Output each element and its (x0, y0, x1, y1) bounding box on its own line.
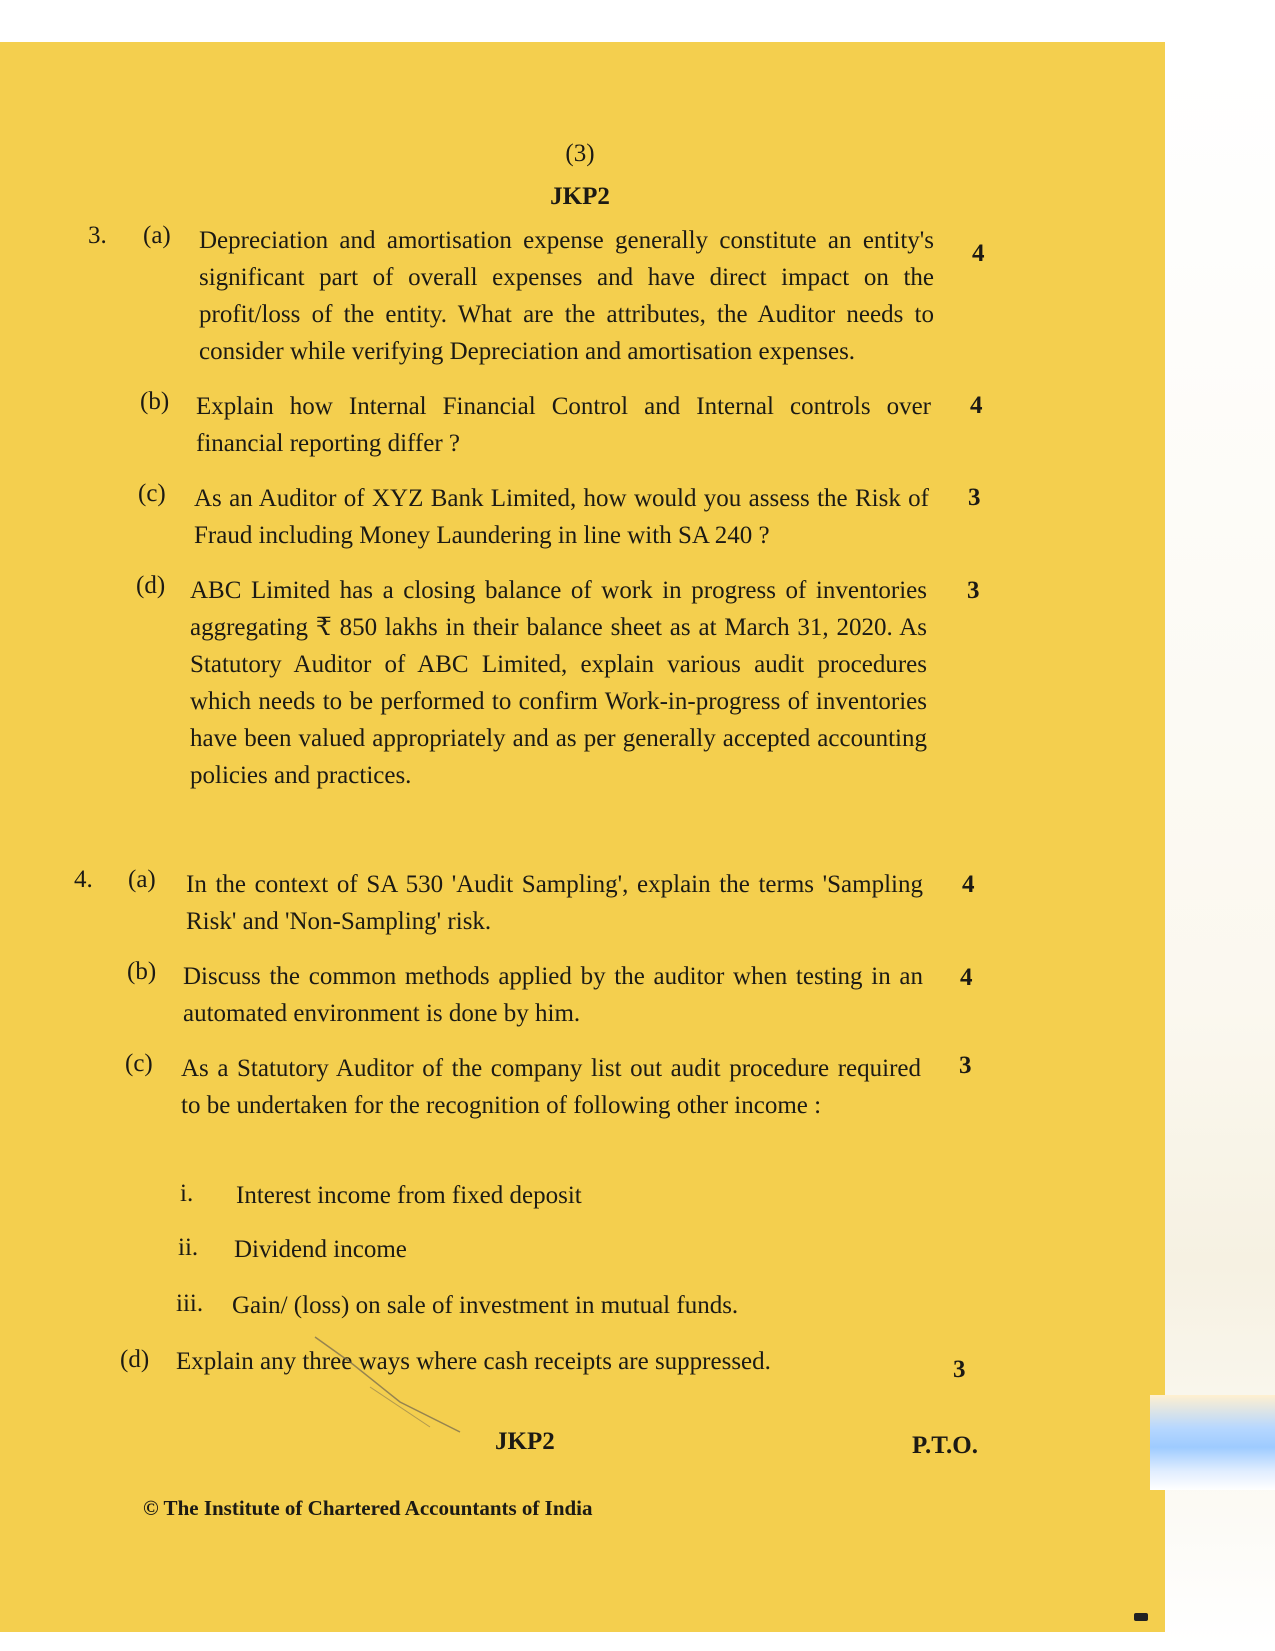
marks: 3 (967, 577, 980, 604)
question-text: In the context of SA 530 'Audit Sampling', explain the terms 'Sampling Risk' and 'Non-Sampling' risk. (186, 871, 923, 935)
sub-item-label: iii. (176, 1290, 204, 1317)
question-number: 3. (88, 222, 107, 249)
marks: 4 (970, 392, 983, 419)
part-label: (c) (138, 480, 166, 507)
sub-item-text: Dividend income (234, 1236, 407, 1263)
scan-speck (1134, 1613, 1148, 1621)
question-text: Explain any three ways where cash receipts are suppressed. (176, 1348, 771, 1375)
scan-color-streak (1150, 1395, 1275, 1490)
pto-label: P.T.O. (912, 1432, 978, 1459)
sub-item-label: ii. (178, 1234, 199, 1261)
part-label: (c) (125, 1050, 153, 1077)
question-text: Explain how Internal Financial Control and Internal controls over financial reporting differ ? (196, 393, 931, 457)
question-text: Depreciation and amortisation expense generally constitute an entity's significant part of overall expenses and have direct impact on the profit/loss of the entity. What are the attributes, the Auditor needs to consider while verifying Depreciation and amortisation expenses. (199, 227, 934, 365)
marks: 4 (960, 964, 973, 991)
question-text: ABC Limited has a closing balance of work in progress of inventories aggregating ₹ 850 lakhs in their balance sheet as at March 31, 2020. As Statutory Auditor of ABC Limited, explain various audit procedures which needs to be performed to confirm Work-in-progress of inventories have been valued appropriately and as per generally accepted accounting policies and practices. (190, 577, 927, 789)
copyright-notice: © The Institute of Chartered Accountants of India (143, 1496, 593, 1520)
marks: 4 (972, 240, 985, 267)
question-text: As an Auditor of XYZ Bank Limited, how would you assess the Risk of Fraud including Money Laundering in line with SA 240 ? (194, 485, 929, 549)
marks: 3 (959, 1052, 972, 1079)
part-label: (b) (140, 388, 170, 415)
marks: 4 (962, 871, 975, 898)
part-label: (d) (120, 1346, 150, 1373)
page-number: (3) (565, 140, 595, 167)
paper-code-top: JKP2 (550, 183, 610, 210)
pencil-mark (310, 1332, 470, 1442)
question-text: As a Statutory Auditor of the company list out audit procedure required to be undertaken for the recognition of following other income : (181, 1055, 921, 1119)
question-number: 4. (74, 866, 93, 893)
marks: 3 (953, 1356, 966, 1383)
part-label: (b) (127, 958, 157, 985)
part-label: (d) (136, 572, 166, 599)
sub-item-text: Gain/ (loss) on sale of investment in mutual funds. (232, 1292, 739, 1319)
part-label: (a) (143, 222, 171, 249)
question-text: Discuss the common methods applied by the auditor when testing in an automated environment is done by him. (183, 963, 923, 1027)
sub-item-text: Interest income from fixed deposit (236, 1182, 582, 1209)
part-label: (a) (128, 866, 156, 893)
marks: 3 (968, 484, 981, 511)
sub-item-label: i. (180, 1180, 194, 1207)
paper-code-bottom: JKP2 (495, 1428, 555, 1455)
